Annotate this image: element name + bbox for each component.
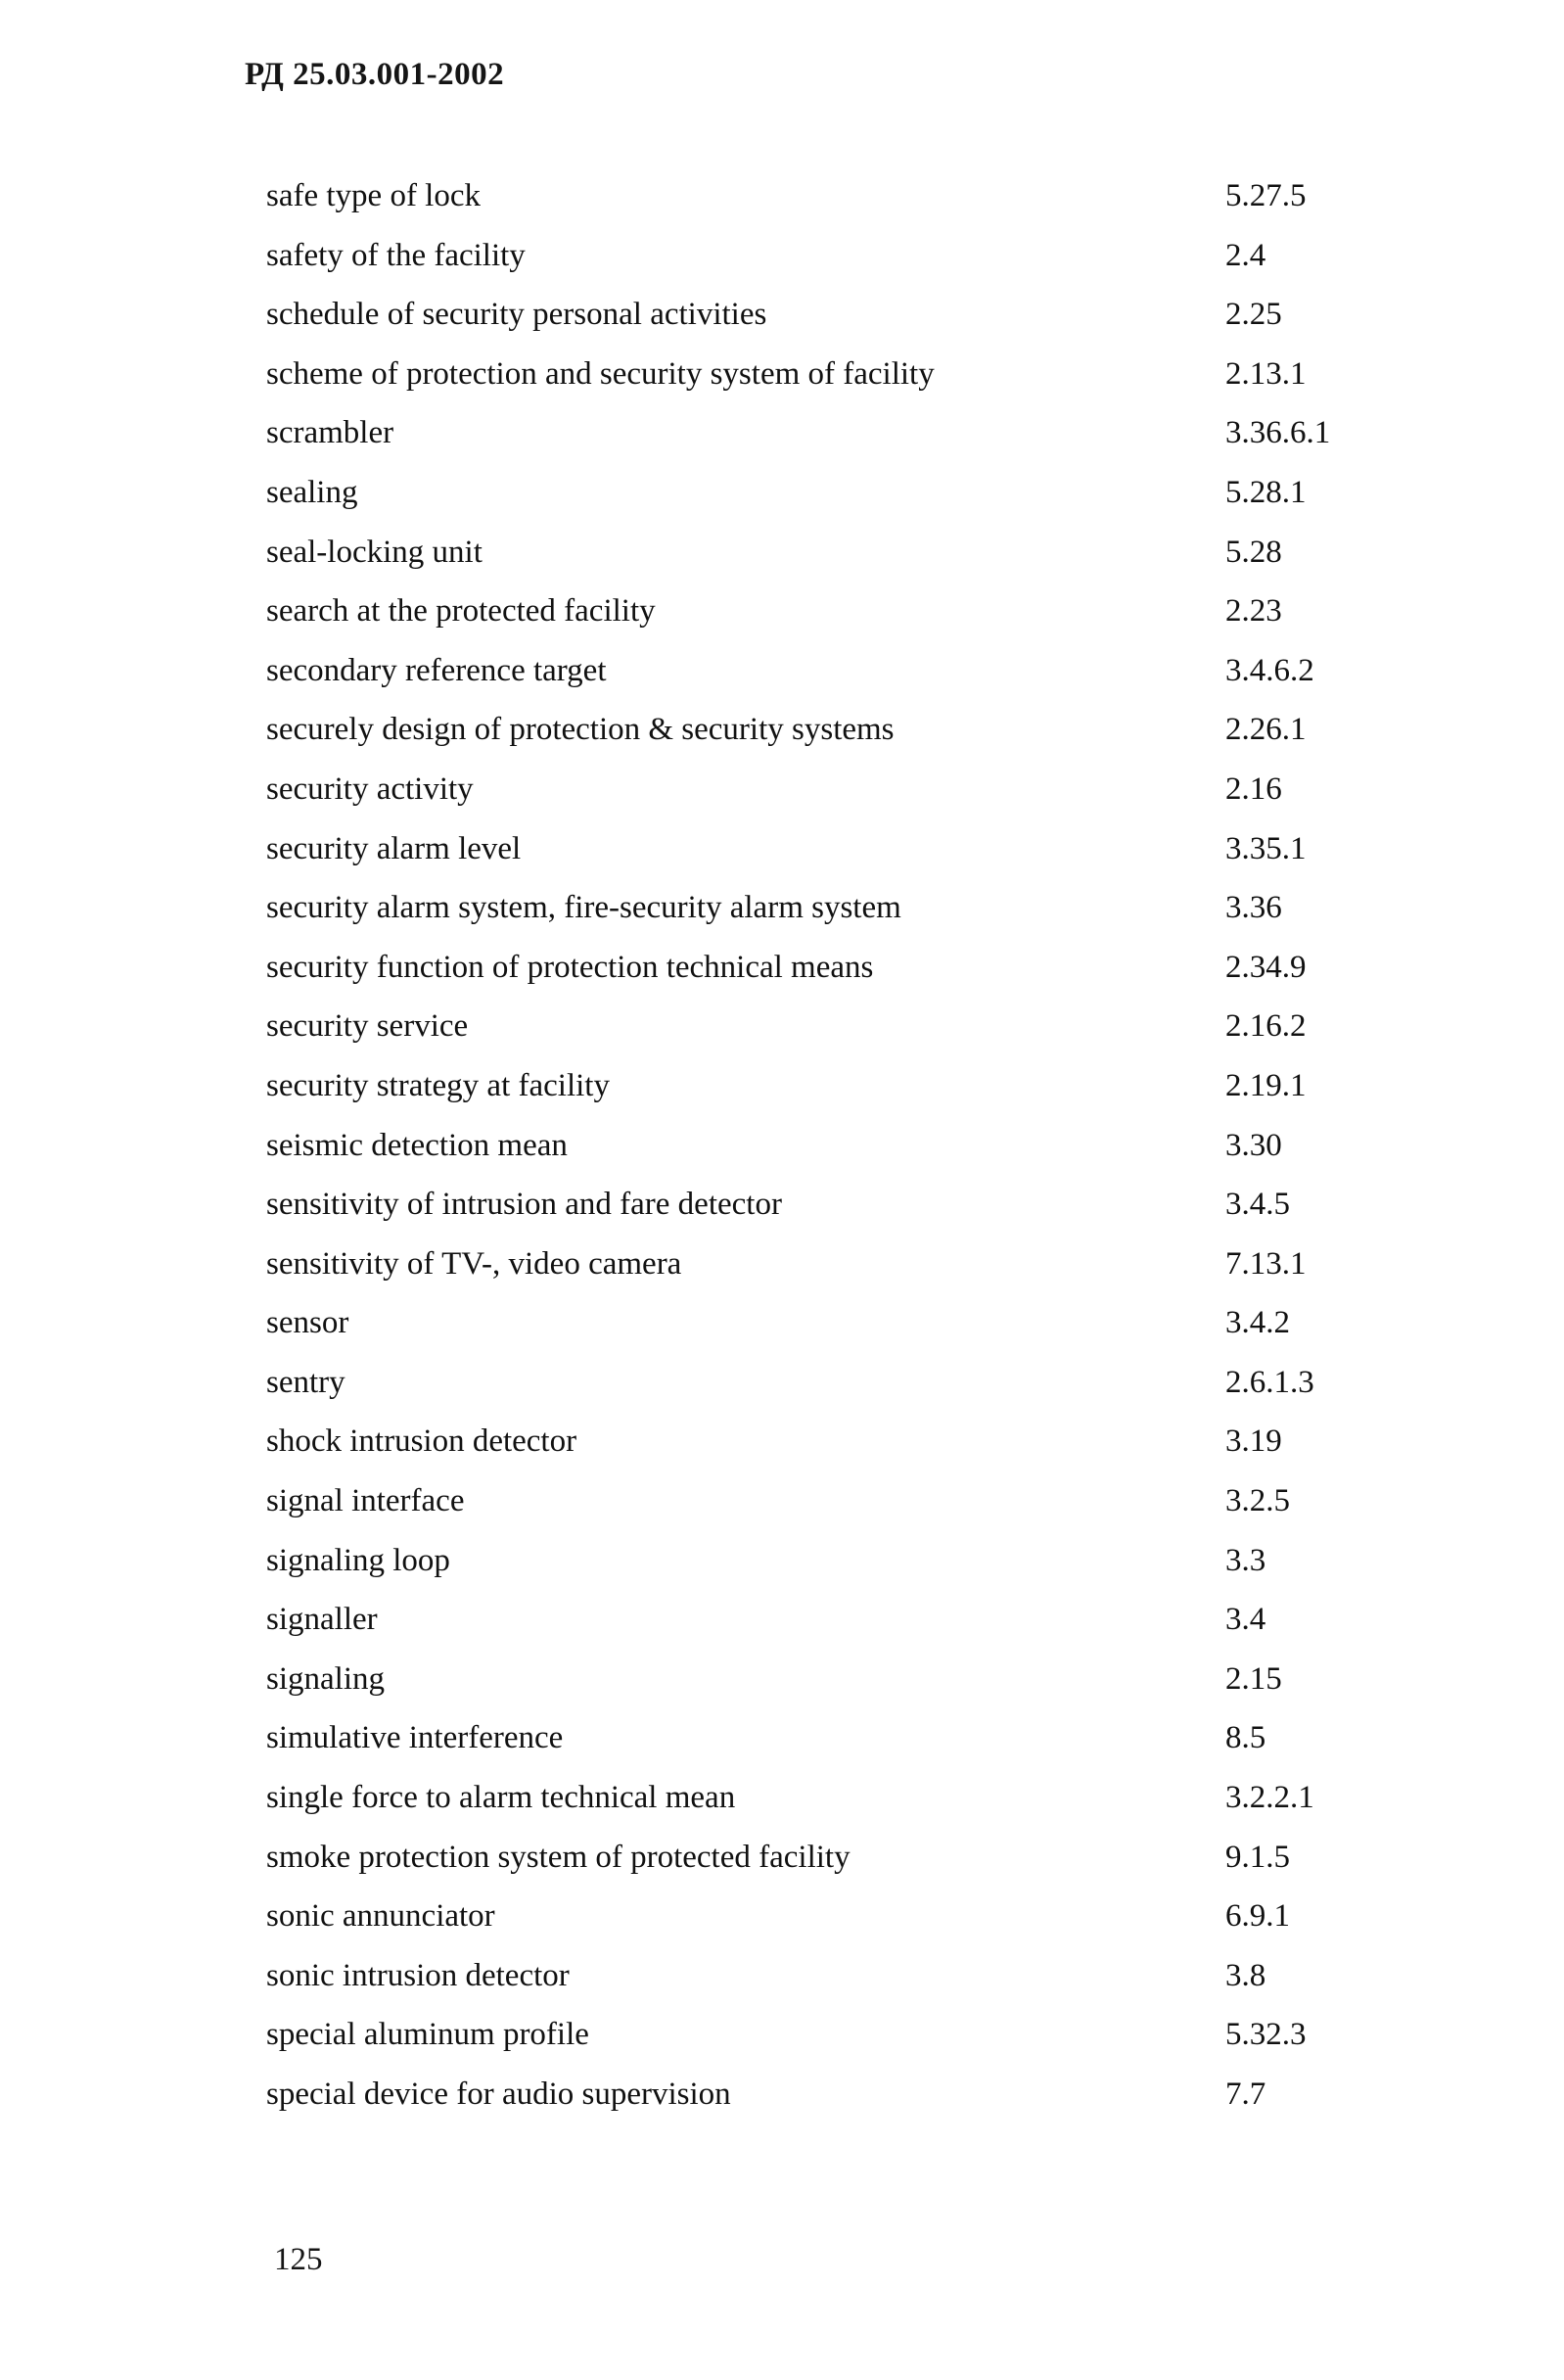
- index-entry: [266, 463, 1362, 523]
- index-term: sensor: [266, 1305, 349, 1341]
- index-term: security activity: [266, 770, 474, 807]
- index-section-ref: 7.13.1: [1225, 1245, 1307, 1282]
- index-section-ref: 2.6.1.3: [1225, 1364, 1314, 1400]
- index-section-ref: 3.30: [1225, 1127, 1282, 1163]
- index-term: simulative interference: [266, 1720, 564, 1756]
- index-section-ref: 2.13.1: [1225, 355, 1307, 392]
- index-term: seal-locking unit: [266, 534, 483, 570]
- index-entry: [266, 1056, 1362, 1116]
- index-section-ref: 3.36.6.1: [1225, 415, 1331, 451]
- index-section-ref: 5.32.3: [1225, 2017, 1307, 2053]
- index-term: schedule of security personal activities: [266, 297, 767, 333]
- index-entry: [266, 1353, 1362, 1413]
- index-section-ref: 2.19.1: [1225, 1067, 1307, 1103]
- index-entry: [266, 1531, 1362, 1591]
- index-entry: [266, 403, 1362, 463]
- index-entry: [266, 1708, 1362, 1768]
- index-entry: [266, 1412, 1362, 1471]
- index-section-ref: 2.23: [1225, 593, 1282, 630]
- index-entry: [266, 1116, 1362, 1176]
- index-term: special device for audio supervision: [266, 2077, 731, 2112]
- index-term: single force to alarm technical mean: [266, 1780, 736, 1816]
- index-entry: [266, 938, 1362, 998]
- index-term: sensitivity of intrusion and fare detector: [266, 1187, 782, 1223]
- index-term: sealing: [266, 474, 358, 510]
- index-term: sonic intrusion detector: [266, 1957, 570, 1993]
- index-entry: [266, 1235, 1362, 1294]
- index-section-ref: 3.3: [1225, 1542, 1266, 1578]
- index-term: security strategy at facility: [266, 1067, 610, 1103]
- index-term: signaling loop: [266, 1542, 450, 1578]
- index-entry: [266, 1768, 1362, 1828]
- index-entry: [266, 345, 1362, 404]
- index-entry: [266, 700, 1362, 760]
- index-entry: [266, 2005, 1362, 2065]
- index-section-ref: 3.2.2.1: [1225, 1780, 1314, 1816]
- page-number: 125: [274, 2242, 323, 2277]
- index-entry: [266, 1946, 1362, 2006]
- index-term: safety of the facility: [266, 237, 526, 273]
- index-entry: [266, 997, 1362, 1056]
- index-entry: [266, 819, 1362, 879]
- index-term: smoke protection system of protected facility: [266, 1839, 851, 1875]
- index-list: [266, 166, 1362, 2124]
- index-section-ref: 7.7: [1225, 2077, 1266, 2112]
- index-term: signaling: [266, 1660, 385, 1697]
- index-term: special aluminum profile: [266, 2017, 589, 2053]
- index-entry: [266, 641, 1362, 701]
- index-section-ref: 2.16.2: [1225, 1008, 1307, 1045]
- index-section-ref: 2.25: [1225, 297, 1282, 333]
- index-entry: [266, 1828, 1362, 1888]
- index-section-ref: 2.34.9: [1225, 949, 1307, 985]
- index-term: sensitivity of TV-, video camera: [266, 1245, 682, 1282]
- index-term: scrambler: [266, 415, 394, 451]
- index-entry: [266, 226, 1362, 286]
- index-term: secondary reference target: [266, 652, 607, 688]
- index-entry: [266, 2065, 1362, 2124]
- index-entry: [266, 166, 1362, 226]
- index-section-ref: 3.19: [1225, 1423, 1282, 1460]
- index-term: signaller: [266, 1602, 378, 1638]
- index-section-ref: 3.4.6.2: [1225, 652, 1314, 688]
- index-section-ref: 3.4.2: [1225, 1305, 1290, 1341]
- index-section-ref: 2.4: [1225, 237, 1266, 273]
- index-term: security alarm level: [266, 830, 522, 866]
- index-entry: [266, 285, 1362, 345]
- index-term: sentry: [266, 1364, 345, 1400]
- index-entry: [266, 523, 1362, 583]
- index-section-ref: 2.16: [1225, 770, 1282, 807]
- index-term: securely design of protection & security systems: [266, 712, 895, 748]
- index-term: search at the protected facility: [266, 593, 656, 630]
- index-section-ref: 5.28.1: [1225, 474, 1307, 510]
- index-section-ref: 3.4: [1225, 1602, 1266, 1638]
- index-section-ref: 5.27.5: [1225, 178, 1307, 213]
- document-code: РД 25.03.001-2002: [245, 57, 505, 92]
- index-entry: [266, 1293, 1362, 1353]
- index-section-ref: 2.26.1: [1225, 712, 1307, 748]
- index-entry: [266, 878, 1362, 938]
- index-term: security alarm system, fire-security alarm system: [266, 890, 901, 926]
- index-entry: [266, 1650, 1362, 1709]
- index-section-ref: 3.8: [1225, 1957, 1266, 1993]
- index-section-ref: 3.4.5: [1225, 1187, 1290, 1223]
- index-section-ref: 5.28: [1225, 534, 1282, 570]
- index-entry: [266, 582, 1362, 641]
- index-section-ref: 9.1.5: [1225, 1839, 1290, 1875]
- index-section-ref: 3.35.1: [1225, 830, 1307, 866]
- index-term: seismic detection mean: [266, 1127, 568, 1163]
- index-section-ref: 3.36: [1225, 890, 1282, 926]
- index-entry: [266, 1887, 1362, 1946]
- index-section-ref: 2.15: [1225, 1660, 1282, 1697]
- index-term: shock intrusion detector: [266, 1423, 577, 1460]
- index-term: sonic annunciator: [266, 1898, 495, 1935]
- index-entry: [266, 1471, 1362, 1531]
- index-term: signal interface: [266, 1483, 465, 1519]
- index-term: security function of protection technical means: [266, 949, 874, 985]
- index-term: safe type of lock: [266, 178, 481, 213]
- index-term: scheme of protection and security system of facility: [266, 355, 935, 392]
- index-term: security service: [266, 1008, 469, 1045]
- index-entry: [266, 1175, 1362, 1235]
- index-entry: [266, 760, 1362, 819]
- index-section-ref: 8.5: [1225, 1720, 1266, 1756]
- index-entry: [266, 1590, 1362, 1650]
- index-section-ref: 6.9.1: [1225, 1898, 1290, 1935]
- index-section-ref: 3.2.5: [1225, 1483, 1290, 1519]
